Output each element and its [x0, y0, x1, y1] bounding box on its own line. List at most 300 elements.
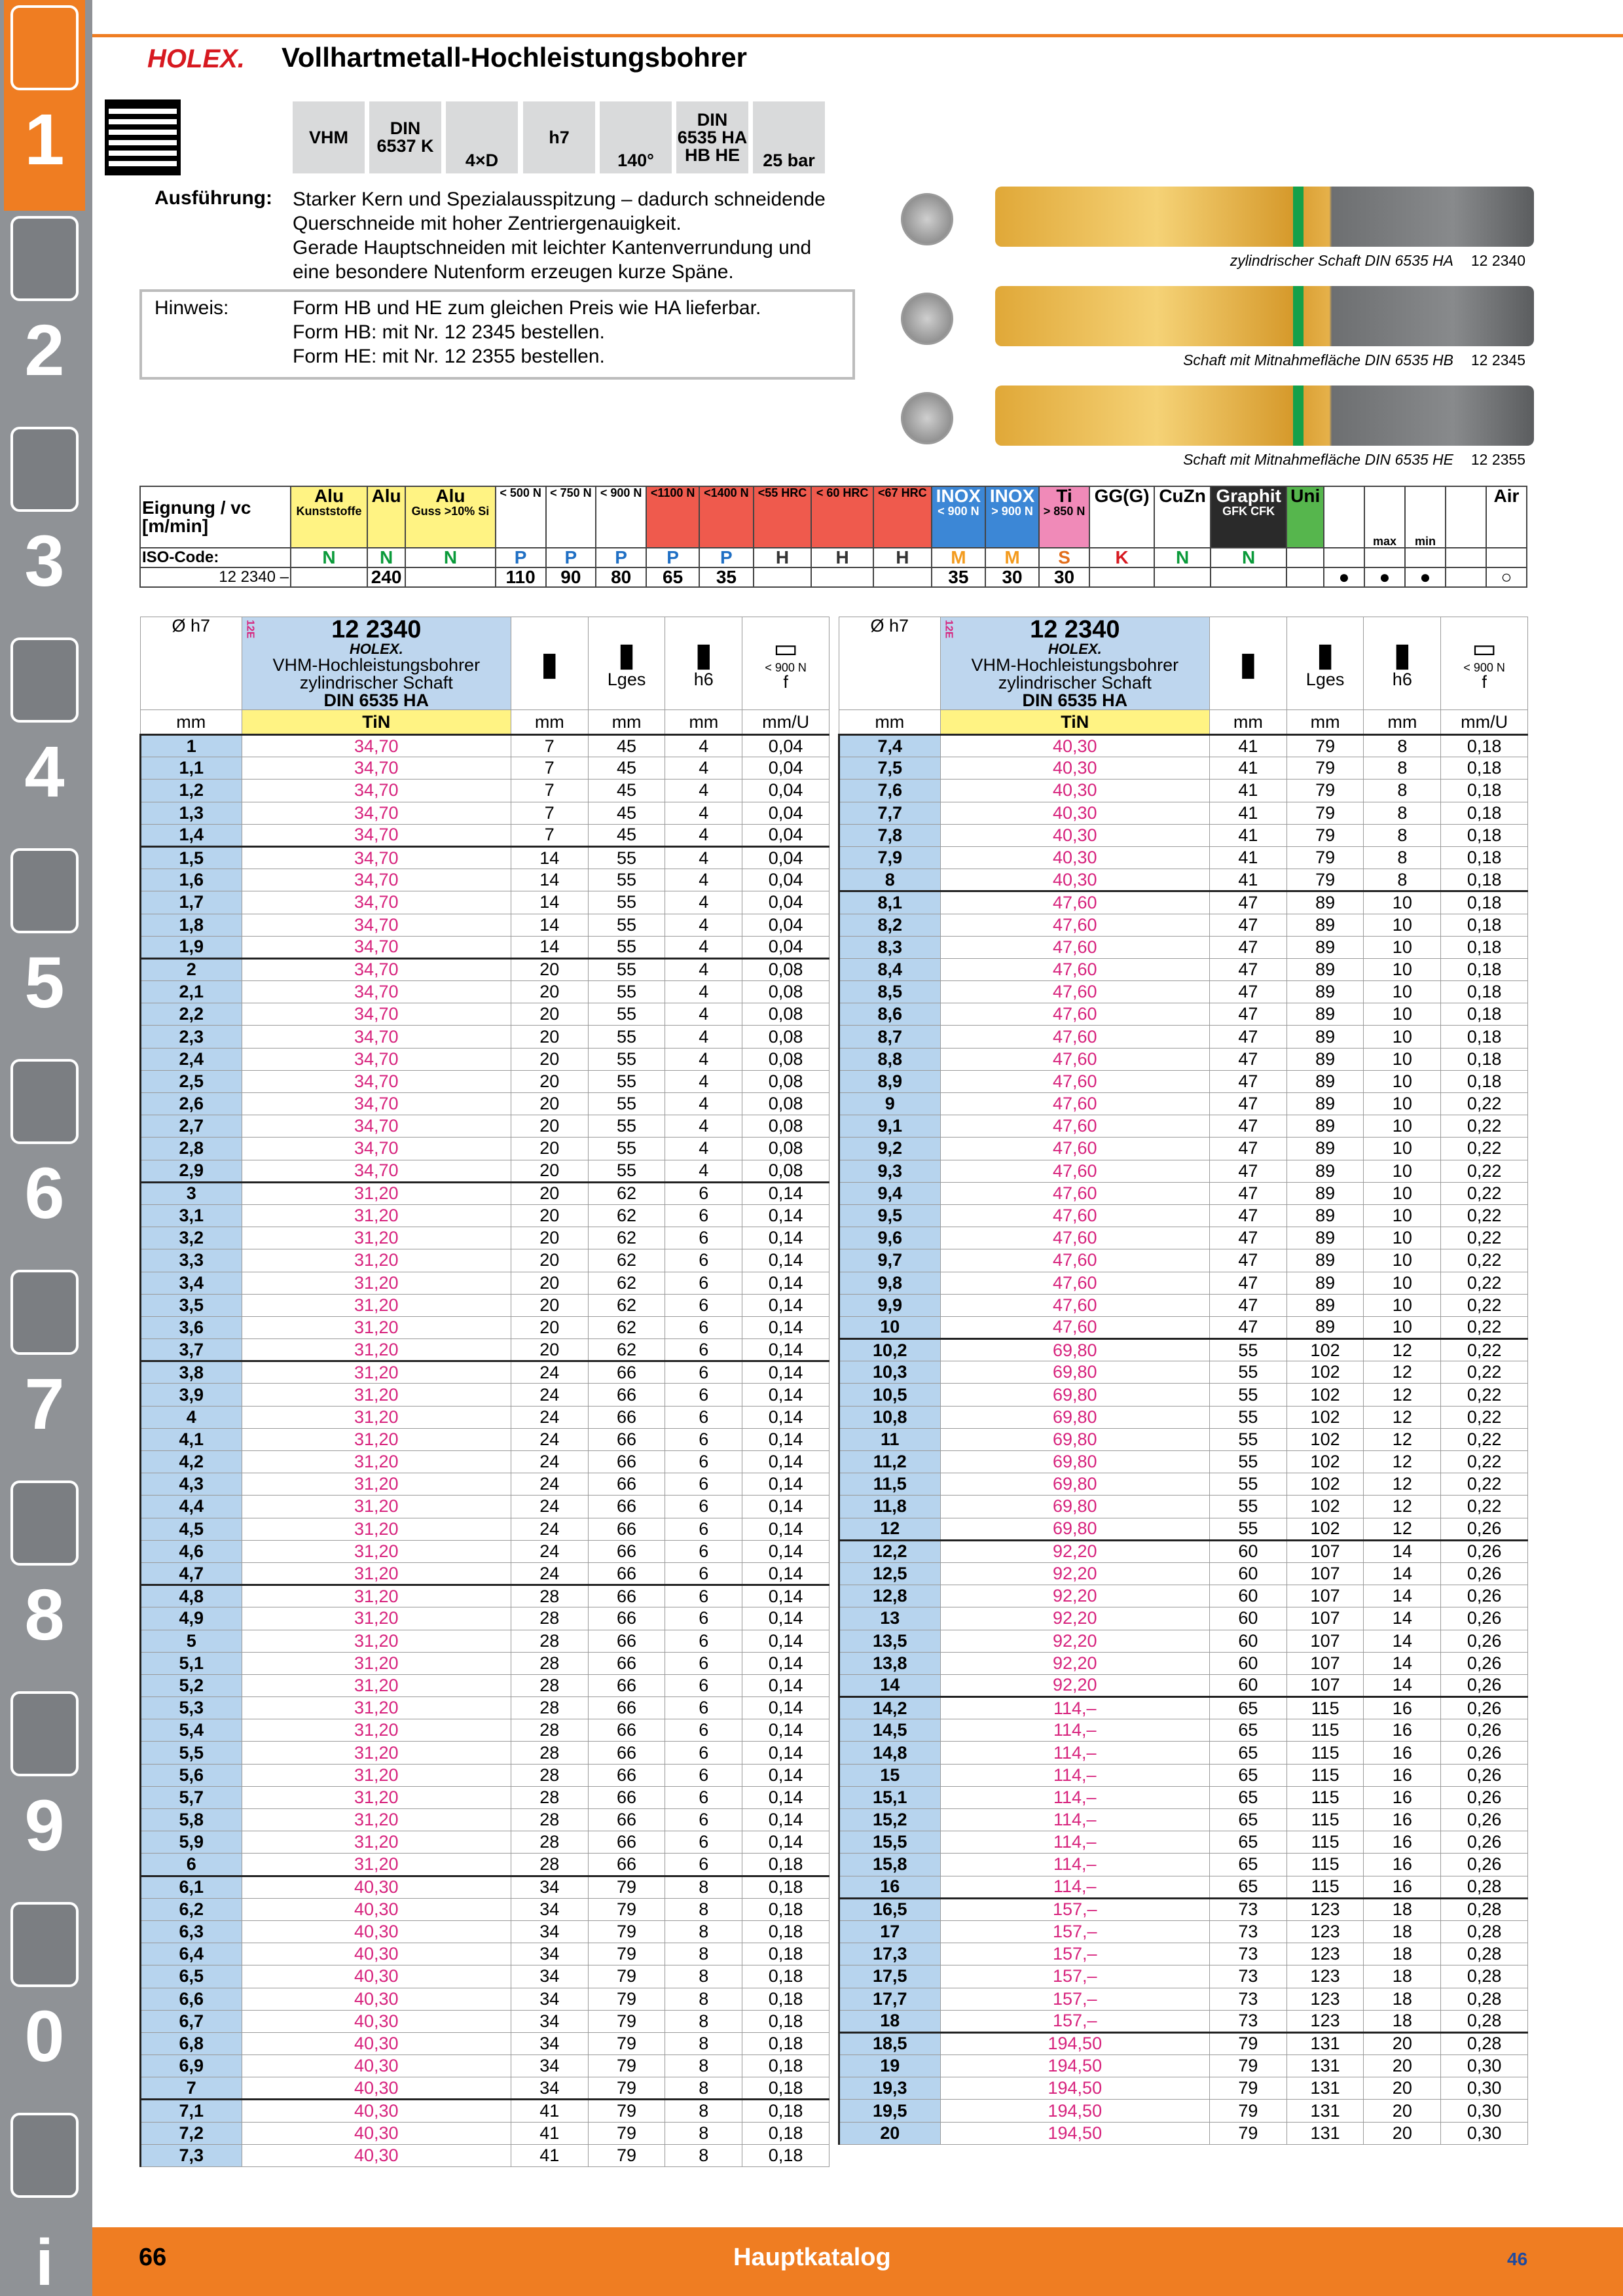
shank-diameter-cell: 6	[665, 1831, 742, 1854]
diameter-cell: 12	[839, 1518, 941, 1540]
shank-diameter-cell: 6	[665, 1204, 742, 1227]
flute-length-cell: 79	[1209, 2055, 1286, 2077]
flute-length-cell: 60	[1209, 1562, 1286, 1585]
tool-number: 12 2340	[1470, 252, 1525, 269]
material-name: Uni	[1290, 486, 1321, 506]
feed-cell: 0,18	[1441, 1026, 1528, 1048]
price-cell: 194,50	[940, 2077, 1209, 2100]
diameter-cell: 6	[141, 1854, 242, 1876]
shank-diameter-cell: 6	[665, 1339, 742, 1361]
price-cell: 47,60	[940, 1093, 1209, 1115]
total-length-cell: 89	[1286, 1138, 1364, 1160]
table-row	[839, 1048, 1528, 1070]
coolant-value: ●	[1405, 567, 1446, 587]
shank-diameter-cell: 16	[1364, 1876, 1441, 1898]
material-col-17	[1211, 486, 1287, 548]
tool-number: 12 2345	[1470, 351, 1525, 368]
price-cell: 114,–	[940, 1854, 1209, 1876]
table-row	[141, 1070, 830, 1092]
table-header	[141, 617, 830, 710]
flute-length-cell: 47	[1209, 936, 1286, 958]
feed-cell: 0,14	[742, 1249, 830, 1272]
diameter-cell: 15,5	[839, 1831, 941, 1854]
total-length-cell: 89	[1286, 1316, 1364, 1338]
shank-diameter-cell: 8	[665, 1876, 742, 1898]
price-cell: 47,60	[940, 1003, 1209, 1026]
feed-cell: 0,14	[742, 1473, 830, 1496]
price-cell: 34,70	[242, 958, 511, 980]
price-cell: 69,80	[940, 1339, 1209, 1361]
price-cell: 34,70	[242, 1093, 511, 1115]
shank-diameter-cell: 4	[665, 1070, 742, 1092]
price-cell: 92,20	[940, 1674, 1209, 1696]
total-length-cell: 79	[588, 1965, 665, 1988]
shank-diameter-cell: 8	[665, 2010, 742, 2032]
feed-cell: 0,08	[742, 1070, 830, 1092]
chapter-tab-0[interactable]	[4, 1897, 85, 2108]
table-row	[141, 1451, 830, 1473]
table-row	[141, 1742, 830, 1764]
diameter-cell: 18,5	[839, 2032, 941, 2054]
cutting-speed	[811, 567, 873, 587]
table-row	[141, 914, 830, 936]
shank-diameter-cell: 6	[665, 1249, 742, 1272]
shank-diameter-cell: 12	[1364, 1473, 1441, 1496]
price-cell: 47,60	[940, 936, 1209, 958]
table-row	[839, 2010, 1528, 2032]
shank-diameter-cell: 4	[665, 891, 742, 914]
price-cell: 47,60	[940, 1138, 1209, 1160]
total-length-cell: 79	[588, 1920, 665, 1943]
feed-label: f	[1482, 672, 1487, 692]
table-row	[839, 1518, 1528, 1540]
table-row	[141, 1965, 830, 1988]
total-length-cell: 102	[1286, 1518, 1364, 1540]
unit-diameter: mm	[141, 710, 242, 735]
table-row	[839, 1070, 1528, 1092]
shank-diameter-cell: 6	[665, 1361, 742, 1384]
price-cell: 31,20	[242, 1585, 511, 1607]
flute-length-cell: 47	[1209, 1115, 1286, 1138]
feed-cell: 0,26	[1441, 1585, 1528, 1607]
diameter-cell: 9,4	[839, 1182, 941, 1204]
feed-cell: 0,14	[742, 1630, 830, 1652]
tool-caption: Schaft mit Mitnahmefläche DIN 6535 HB	[1183, 351, 1453, 368]
unit-length: mm	[1286, 710, 1364, 735]
feed-cell: 0,26	[1441, 1742, 1528, 1764]
coolant-value	[1446, 567, 1486, 587]
diameter-cell: 8,8	[839, 1048, 941, 1070]
table-row	[839, 1540, 1528, 1562]
diameter-cell: 1,7	[141, 891, 242, 914]
flute-length-cell: 20	[511, 1070, 588, 1092]
chapter-tab-5[interactable]	[4, 843, 85, 1054]
chapter-tab-4[interactable]	[4, 632, 85, 843]
total-length-cell: 79	[588, 2077, 665, 2100]
flute-length-cell: 41	[511, 2144, 588, 2166]
flute-length-cell: 28	[511, 1674, 588, 1696]
design-label: Ausführung:	[155, 187, 272, 209]
shank-diameter-cell: 6	[665, 1562, 742, 1585]
feed-cell: 0,18	[742, 1854, 830, 1876]
flute-length-cell: 34	[511, 1988, 588, 2010]
flute-length-cell: 28	[511, 1809, 588, 1831]
col-shank-header	[665, 617, 742, 710]
material-spec: < 900 N	[765, 661, 807, 674]
price-cell: 34,70	[242, 824, 511, 846]
feed-cell: 0,14	[742, 1294, 830, 1316]
flute-length-cell: 28	[511, 1742, 588, 1764]
diameter-cell: 7,5	[839, 757, 941, 780]
feed-cell: 0,14	[742, 1316, 830, 1338]
table-row	[839, 1920, 1528, 1943]
feed-cell: 0,26	[1441, 1786, 1528, 1808]
wrench-icon	[10, 1059, 79, 1144]
diameter-cell: 6,2	[141, 1898, 242, 1920]
total-length-cell: 55	[588, 1093, 665, 1115]
total-length-cell: 55	[588, 1003, 665, 1026]
unit-diameter: mm	[839, 710, 941, 735]
total-length-cell: 55	[588, 1138, 665, 1160]
price-cell: 47,60	[940, 1249, 1209, 1272]
price-cell: 114,–	[940, 1764, 1209, 1786]
total-length-cell: 89	[1286, 1160, 1364, 1182]
brand-logo: HOLEX.	[349, 641, 403, 657]
diameter-cell: 4	[141, 1406, 242, 1428]
feed-cell: 0,08	[742, 1003, 830, 1026]
material-name: Graphit	[1216, 486, 1281, 506]
page-number: 66	[139, 2244, 167, 2271]
iso-empty	[1405, 548, 1446, 567]
feed-cell: 0,18	[1441, 735, 1528, 757]
feed-cell: 0,26	[1441, 1630, 1528, 1652]
shank-diameter-cell: 8	[665, 2032, 742, 2054]
price-cell: 34,70	[242, 1160, 511, 1182]
shank-diameter-cell: 16	[1364, 1831, 1441, 1854]
drill-image	[995, 286, 1534, 346]
flute-length-cell: 34	[511, 2055, 588, 2077]
drill-tip-icon	[901, 193, 953, 245]
price-cell: 31,20	[242, 1384, 511, 1406]
col-total-length-header	[1286, 617, 1364, 710]
coolant-col-2	[1364, 486, 1405, 548]
feed-cell: 0,28	[1441, 1965, 1528, 1988]
shank-diameter-cell: 20	[1364, 2055, 1441, 2077]
table-row	[839, 1630, 1528, 1652]
flute-length-cell: 20	[511, 1115, 588, 1138]
feed-cell: 0,14	[742, 1339, 830, 1361]
diameter-cell: 9,9	[839, 1294, 941, 1316]
flute-length-cell: 28	[511, 1831, 588, 1854]
material-col-7	[646, 486, 699, 548]
feed-cell: 0,28	[1441, 1988, 1528, 2010]
material-col-3	[405, 486, 496, 548]
feed-cell: 0,04	[742, 757, 830, 780]
table-row	[839, 1786, 1528, 1808]
table-row	[839, 1742, 1528, 1764]
feed-cell: 0,18	[742, 1965, 830, 1988]
table-row	[839, 891, 1528, 914]
table-row	[141, 2010, 830, 2032]
price-cell: 34,70	[242, 936, 511, 958]
unit-length: mm	[1364, 710, 1441, 735]
table-row	[839, 1227, 1528, 1249]
chapter-number: 5	[24, 942, 65, 1023]
chapter-tab-9[interactable]	[4, 1686, 85, 1897]
flute-length-cell: 47	[1209, 1160, 1286, 1182]
total-length-label: Lges	[607, 670, 646, 689]
total-length-cell: 89	[1286, 1070, 1364, 1092]
insert-icon	[10, 216, 79, 301]
drill-tip-icon	[901, 392, 953, 444]
total-length-cell: 115	[1286, 1831, 1364, 1854]
price-cell: 194,50	[940, 2032, 1209, 2054]
diameter-cell: 4,4	[141, 1496, 242, 1518]
diameter-cell: 6,3	[141, 1920, 242, 1943]
total-length-cell: 66	[588, 1496, 665, 1518]
shank-diameter-cell: 4	[665, 757, 742, 780]
diameter-cell: 9,5	[839, 1204, 941, 1227]
diameter-cell: 16	[839, 1876, 941, 1898]
shank-diameter-cell: 4	[665, 936, 742, 958]
price-cell: 31,20	[242, 1204, 511, 1227]
coolant-value: ●	[1324, 567, 1364, 587]
flute-length-cell: 7	[511, 802, 588, 824]
shank-diameter-cell: 10	[1364, 1048, 1441, 1070]
feed-cell: 0,22	[1441, 1294, 1528, 1316]
article-number: 12 2340	[331, 616, 422, 643]
material-col-6	[596, 486, 646, 548]
price-cell: 34,70	[242, 1115, 511, 1138]
iso-empty	[1364, 548, 1405, 567]
total-length-cell: 55	[588, 1115, 665, 1138]
table-row	[839, 1652, 1528, 1674]
total-length-cell: 55	[588, 1026, 665, 1048]
shank-tolerance-label: h6	[1392, 670, 1412, 689]
chapter-tab-6[interactable]	[4, 1054, 85, 1265]
price-cell: 40,30	[940, 757, 1209, 780]
shank-diameter-cell: 16	[1364, 1719, 1441, 1742]
flute-length-cell: 24	[511, 1384, 588, 1406]
table-row	[141, 936, 830, 958]
col-diameter-header: Ø h7	[839, 617, 941, 710]
unit-length: mm	[1209, 710, 1286, 735]
chapter-number: 1	[24, 99, 65, 180]
price-cell: 157,–	[940, 1920, 1209, 1943]
shank-diameter-cell: 20	[1364, 2122, 1441, 2144]
footer-title: Hauptkatalog	[733, 2244, 891, 2271]
feed-cell: 0,04	[742, 802, 830, 824]
price-cell: 40,30	[940, 780, 1209, 802]
price-cell: 47,60	[940, 1182, 1209, 1204]
total-length-cell: 89	[1286, 1272, 1364, 1294]
price-cell: 47,60	[940, 981, 1209, 1003]
price-cell: 31,20	[242, 1854, 511, 1876]
shank-diameter-cell: 10	[1364, 981, 1441, 1003]
total-length-cell: 115	[1286, 1876, 1364, 1898]
flute-length-cell: 73	[1209, 1943, 1286, 1965]
chapter-tab-i[interactable]	[4, 2108, 85, 2296]
col-total-length-header	[588, 617, 665, 710]
table-row	[839, 936, 1528, 958]
flute-length-cell: 55	[1209, 1428, 1286, 1450]
material-col-1	[291, 486, 367, 548]
shank-diameter-cell: 16	[1364, 1742, 1441, 1764]
total-length-cell: 102	[1286, 1451, 1364, 1473]
diameter-cell: 9,1	[839, 1115, 941, 1138]
coating-label: TiN	[940, 710, 1209, 735]
total-length-cell: 45	[588, 757, 665, 780]
feed-cell: 0,08	[742, 1026, 830, 1048]
price-cell: 47,60	[940, 914, 1209, 936]
diameter-cell: 2,8	[141, 1138, 242, 1160]
flute-length-cell: 34	[511, 1898, 588, 1920]
table-row	[141, 981, 830, 1003]
table-header	[839, 617, 1528, 710]
price-cell: 31,20	[242, 1652, 511, 1674]
total-length-cell: 89	[1286, 914, 1364, 936]
feed-cell: 0,18	[1441, 846, 1528, 869]
table-row	[839, 1093, 1528, 1115]
col-flute-length-header	[1209, 617, 1286, 710]
cutting-speed: 80	[596, 567, 646, 587]
feed-cell: 0,26	[1441, 1652, 1528, 1674]
chapter-number: 0	[24, 1996, 65, 2077]
material-spec: < 60 HRC	[816, 486, 869, 499]
shank-diameter-cell: 6	[665, 1294, 742, 1316]
price-cell: 31,20	[242, 1764, 511, 1786]
coolant-value: ○	[1486, 567, 1527, 587]
diameter-cell: 14,5	[839, 1719, 941, 1742]
qr-code-icon[interactable]	[105, 99, 181, 175]
diameter-cell: 4,1	[141, 1428, 242, 1450]
diameter-cell: 2,9	[141, 1160, 242, 1182]
flute-length-cell: 79	[1209, 2077, 1286, 2100]
material-icon: ▭	[773, 634, 798, 663]
flute-length-cell: 55	[1209, 1451, 1286, 1473]
diameter-cell: 2,4	[141, 1048, 242, 1070]
feed-cell: 0,22	[1441, 1406, 1528, 1428]
flute-length-cell: 20	[511, 1138, 588, 1160]
shank-diameter-cell: 6	[665, 1272, 742, 1294]
chapter-tab-8[interactable]	[4, 1475, 85, 1686]
price-cell: 69,80	[940, 1384, 1209, 1406]
price-cell: 31,20	[242, 1630, 511, 1652]
shank-diameter-cell: 12	[1364, 1384, 1441, 1406]
feed-label: f	[783, 672, 788, 692]
flute-length-cell: 41	[1209, 735, 1286, 757]
shank-diameter-cell: 4	[665, 958, 742, 980]
price-cell: 40,30	[940, 869, 1209, 891]
feed-cell: 0,04	[742, 735, 830, 757]
flute-length-cell: 24	[511, 1361, 588, 1384]
feed-cell: 0,22	[1441, 1227, 1528, 1249]
product-header	[940, 617, 1209, 710]
feed-cell: 0,26	[1441, 1809, 1528, 1831]
table-row	[839, 824, 1528, 846]
table-row	[839, 1115, 1528, 1138]
total-length-cell: 102	[1286, 1428, 1364, 1450]
total-length-cell: 107	[1286, 1674, 1364, 1696]
drill-icon	[10, 5, 79, 90]
iso-code: H	[873, 548, 932, 567]
material-col-18	[1286, 486, 1324, 548]
feed-cell: 0,18	[1441, 891, 1528, 914]
product-table-right	[838, 617, 1528, 2145]
flute-length-cell: 20	[511, 981, 588, 1003]
table-row	[839, 1988, 1528, 2010]
chapter-tab-1[interactable]	[4, 0, 85, 211]
table-row	[839, 1562, 1528, 1585]
shank-icon: ▮	[1393, 636, 1412, 673]
diameter-cell: 7,6	[839, 780, 941, 802]
chapter-tab-7[interactable]	[4, 1265, 85, 1475]
iso-code: N	[405, 548, 496, 567]
feed-cell: 0,30	[1441, 2122, 1528, 2144]
diameter-cell: 5,6	[141, 1764, 242, 1786]
flute-length-cell: 34	[511, 1965, 588, 1988]
iso-empty	[1486, 548, 1527, 567]
price-cell: 34,70	[242, 1048, 511, 1070]
price-cell: 31,20	[242, 1607, 511, 1630]
product-table-left	[139, 617, 830, 2167]
price-cell: 114,–	[940, 1786, 1209, 1808]
feed-cell: 0,18	[1441, 824, 1528, 846]
price-cell: 114,–	[940, 1742, 1209, 1764]
total-length-cell: 79	[588, 2010, 665, 2032]
article-number: 12 2340 –	[140, 567, 291, 587]
price-cell: 31,20	[242, 1272, 511, 1294]
feed-cell: 0,26	[1441, 1674, 1528, 1696]
diameter-cell: 20	[839, 2122, 941, 2144]
flute-length-cell: 34	[511, 1876, 588, 1898]
pliers-icon	[10, 1270, 79, 1355]
price-cell: 40,30	[940, 824, 1209, 846]
table-row	[839, 1965, 1528, 1988]
material-spec: <67 HRC	[878, 486, 927, 499]
shank-diameter-cell: 8	[665, 1988, 742, 2010]
flute-length-cell: 47	[1209, 1138, 1286, 1160]
material-col-8	[699, 486, 753, 548]
cabinet-icon	[10, 1691, 79, 1776]
flute-length-cell: 20	[511, 1339, 588, 1361]
shank-diameter-cell: 8	[1364, 846, 1441, 869]
total-length-cell: 55	[588, 1160, 665, 1182]
shank-diameter-cell: 10	[1364, 1026, 1441, 1048]
table-row	[141, 1272, 830, 1294]
diameter-cell: 1,4	[141, 824, 242, 846]
shank-diameter-cell: 6	[665, 1764, 742, 1786]
chuck-icon	[10, 427, 79, 512]
table-row	[839, 1831, 1528, 1854]
chapter-tab-3[interactable]	[4, 422, 85, 632]
feed-cell: 0,18	[1441, 802, 1528, 824]
diameter-cell: 9,7	[839, 1249, 941, 1272]
table-row	[839, 2077, 1528, 2100]
price-cell: 31,20	[242, 1562, 511, 1585]
iso-empty	[1324, 548, 1364, 567]
total-length-cell: 115	[1286, 1809, 1364, 1831]
total-length-cell: 115	[1286, 1764, 1364, 1786]
iso-label: ISO-Code:	[140, 548, 291, 567]
shank-diameter-cell: 4	[665, 1003, 742, 1026]
suitability-row	[140, 548, 1527, 567]
shank-diameter-cell: 10	[1364, 1093, 1441, 1115]
iso-code: S	[1039, 548, 1089, 567]
chapter-tab-2[interactable]	[4, 211, 85, 422]
drill-image	[995, 386, 1534, 446]
price-cell: 69,80	[940, 1406, 1209, 1428]
